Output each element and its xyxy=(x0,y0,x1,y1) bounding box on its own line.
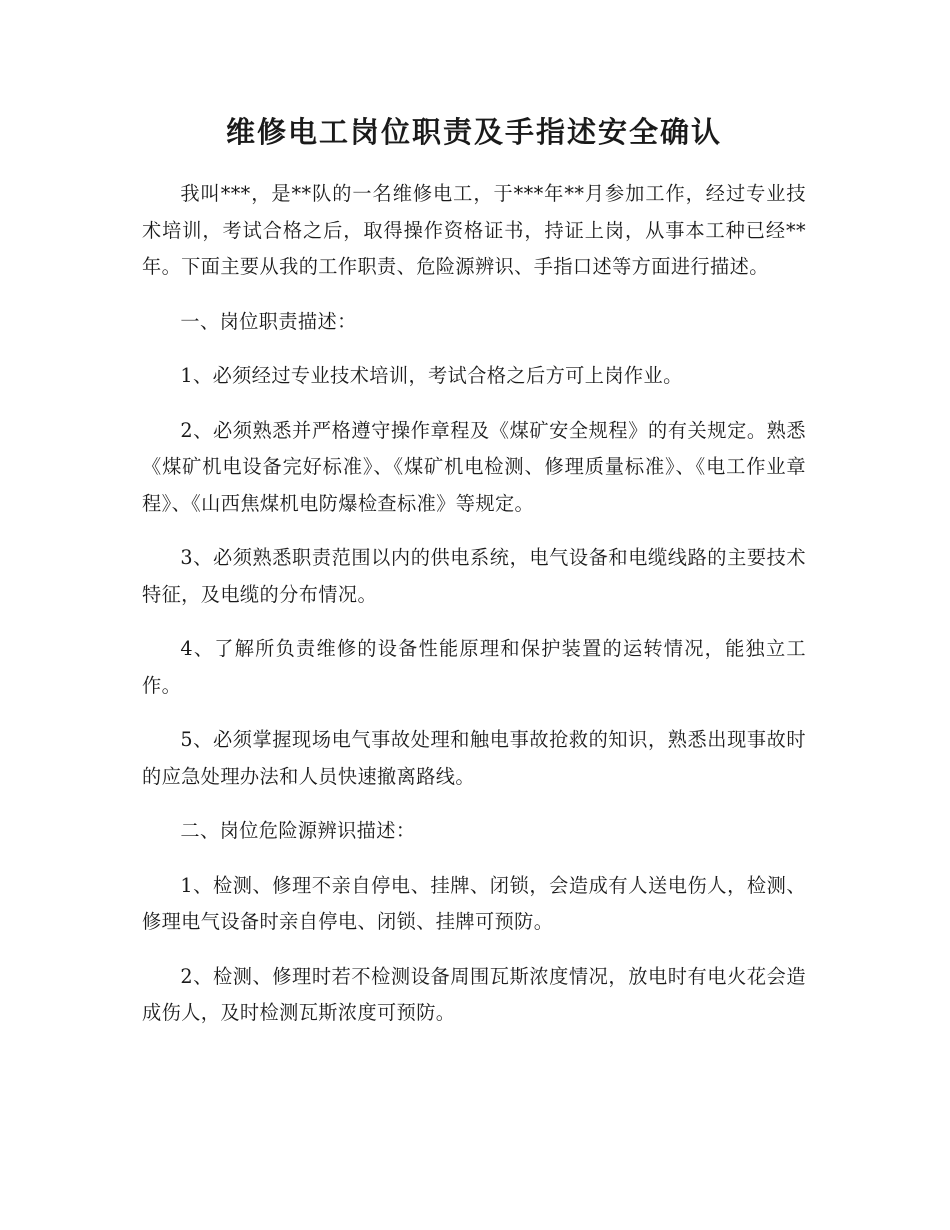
hazard-item-2: 2、检测、修理时若不检测设备周围瓦斯浓度情况，放电时有电火花会造成伤人，及时检测瓦斯浓度可预防。 xyxy=(142,964,806,1024)
duty-item-3: 3、必须熟悉职责范围以内的供电系统，电气设备和电缆线路的主要技术特征，及电缆的分布情况。 xyxy=(142,546,806,606)
duty-item-2: 2、必须熟悉并严格遵守操作章程及《煤矿安全规程》的有关规定。熟悉《煤矿机电设备完好标准》、《煤矿机电检测、修理质量标准》、《电工作业章程》、《山西焦煤机电防爆检查标准》等规定。 xyxy=(142,418,806,515)
duty-item-1: 1、必须经过专业技术培训，考试合格之后方可上岗作业。 xyxy=(180,364,683,387)
duty-item-5: 5、必须掌握现场电气事故处理和触电事故抢救的知识，熟悉出现事故时的应急处理办法和人员快速撤离路线。 xyxy=(142,728,806,788)
document-page xyxy=(142,110,806,1050)
section-heading-hazards: 二、岗位危险源辨识描述： xyxy=(180,819,416,842)
hazard-item-1: 1、检测、修理不亲自停电、挂牌、闭锁，会造成有人送电伤人，检测、修理电气设备时亲自停电、闭锁、挂牌可预防。 xyxy=(142,873,806,933)
duty-item-4: 4、了解所负责维修的设备性能原理和保护装置的运转情况，能独立工作。 xyxy=(142,637,806,697)
intro-paragraph: 我叫***，是**队的一名维修电工，于***年**月参加工作，经过专业技术培训，考试合格之后，取得操作资格证书，持证上岗，从事本工种已经**年。下面主要从我的工作职责、危险源辨识、手指口述等方面进行描述。 xyxy=(142,182,806,278)
document-title: 维修电工岗位职责及手指述安全确认 xyxy=(225,115,722,149)
section-heading-duties: 一、岗位职责描述： xyxy=(180,309,357,333)
